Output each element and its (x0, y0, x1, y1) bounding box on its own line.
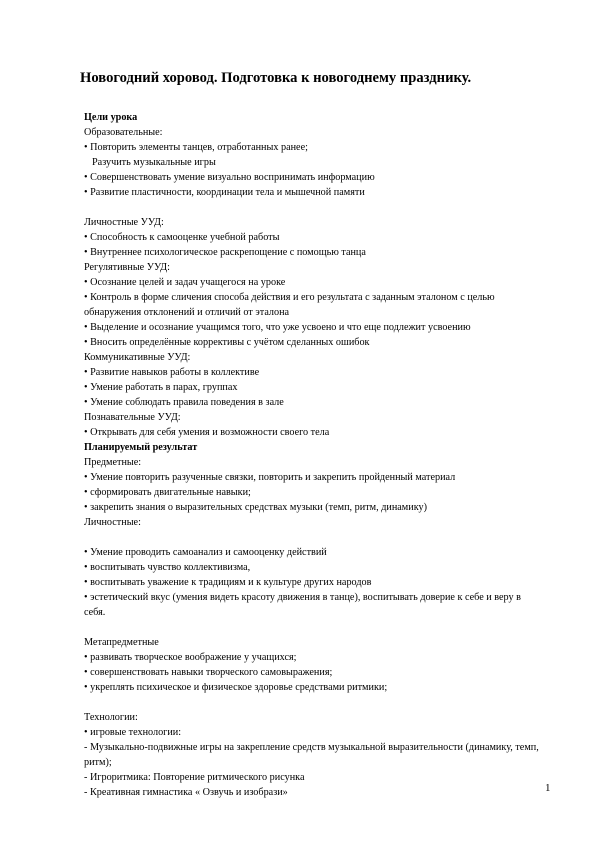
communicative-uud-item: • Развитие навыков работы в коллективе (84, 367, 260, 378)
regulatory-uud-heading: Регулятивные УУД: (84, 262, 170, 273)
tech-item: - Музыкально-подвижные игры на закрепление средств музыкальной выразительности (динамику, темп, ритм); (84, 742, 539, 768)
document-body (84, 110, 544, 800)
meta-item: • совершенствовать навыки творческого самовыражения; (84, 667, 333, 678)
educational-item: Разучить музыкальные игры (92, 157, 216, 168)
regulatory-uud-item: • Осознание целей и задач учащегося на уроке (84, 277, 286, 288)
spacer (84, 530, 544, 545)
meta-item: • развивать творческое воображение у учащихся; (84, 652, 297, 663)
page-number: 1 (545, 782, 551, 794)
planned-result-heading: Планируемый результат (84, 442, 198, 453)
personal-item: • Умение проводить самоанализ и самооценку действий (84, 547, 327, 558)
regulatory-uud-item: • Вносить определённые коррективы с учётом сделанных ошибок (84, 337, 370, 348)
regulatory-uud-item: • Контроль в форме сличения способа действия и его результата с заданным эталоном с целью обнаружения отклонений и отличий от эталона (84, 292, 495, 318)
personal-item: • эстетический вкус (умения видеть красоту движения в танце), воспитывать доверие к себе и веру в себя. (84, 592, 521, 618)
subject-heading: Предметные: (84, 457, 142, 468)
meta-item: • укреплять психическое и физическое здоровье средствами ритмики; (84, 682, 388, 693)
cognitive-uud-item: • Открывать для себя умения и возможности своего тела (84, 427, 330, 438)
communicative-uud-item: • Умение работать в парах, группах (84, 382, 238, 393)
spacer (84, 695, 544, 710)
regulatory-uud-item: • Выделение и осознание учащимся того, что уже усвоено и что еще подлежит усвоению (84, 322, 471, 333)
spacer (84, 200, 544, 215)
communicative-uud-item: • Умение соблюдать правила поведения в зале (84, 397, 284, 408)
educational-heading: Образовательные: (84, 127, 163, 138)
educational-item: • Повторить элементы танцев, отработанных ранее; (84, 142, 308, 153)
tech-item: • игровые технологии: (84, 727, 182, 738)
personal-uud-heading: Личностные УУД: (84, 217, 164, 228)
educational-item: • Совершенствовать умение визуально воспринимать информацию (84, 172, 375, 183)
personal-uud-item: • Внутреннее психологическое раскрепощение с помощью танца (84, 247, 366, 258)
educational-item: • Развитие пластичности, координации тела и мышечной памяти (84, 187, 365, 198)
subject-item: • сформировать двигательные навыки; (84, 487, 251, 498)
personal-heading: Личностные: (84, 517, 141, 528)
communicative-uud-heading: Коммуникативные УУД: (84, 352, 191, 363)
personal-uud-item: • Способность к самооценке учебной работы (84, 232, 280, 243)
cognitive-uud-heading: Познавательные УУД: (84, 412, 181, 423)
tech-item: - Креативная гимнастика « Озвучь и изобрази» (84, 787, 288, 798)
tech-item: - Игроритмика: Повторение ритмического рисунка (84, 772, 305, 783)
meta-heading: Метапредметные (84, 637, 159, 648)
tech-heading: Технологии: (84, 712, 138, 723)
personal-item: • воспитывать уважение к традициям и к культуре других народов (84, 577, 372, 588)
subject-item: • закрепить знания о выразительных средствах музыки (темп, ритм, динамику) (84, 502, 427, 513)
subject-item: • Умение повторить разученные связки, повторить и закрепить пройденный материал (84, 472, 456, 483)
personal-item: • воспитывать чувство коллективизма, (84, 562, 251, 573)
document-title: Новогодний хоровод. Подготовка к новогоднему празднику. (80, 70, 472, 86)
goals-heading: Цели урока (84, 112, 138, 123)
spacer (84, 620, 544, 635)
